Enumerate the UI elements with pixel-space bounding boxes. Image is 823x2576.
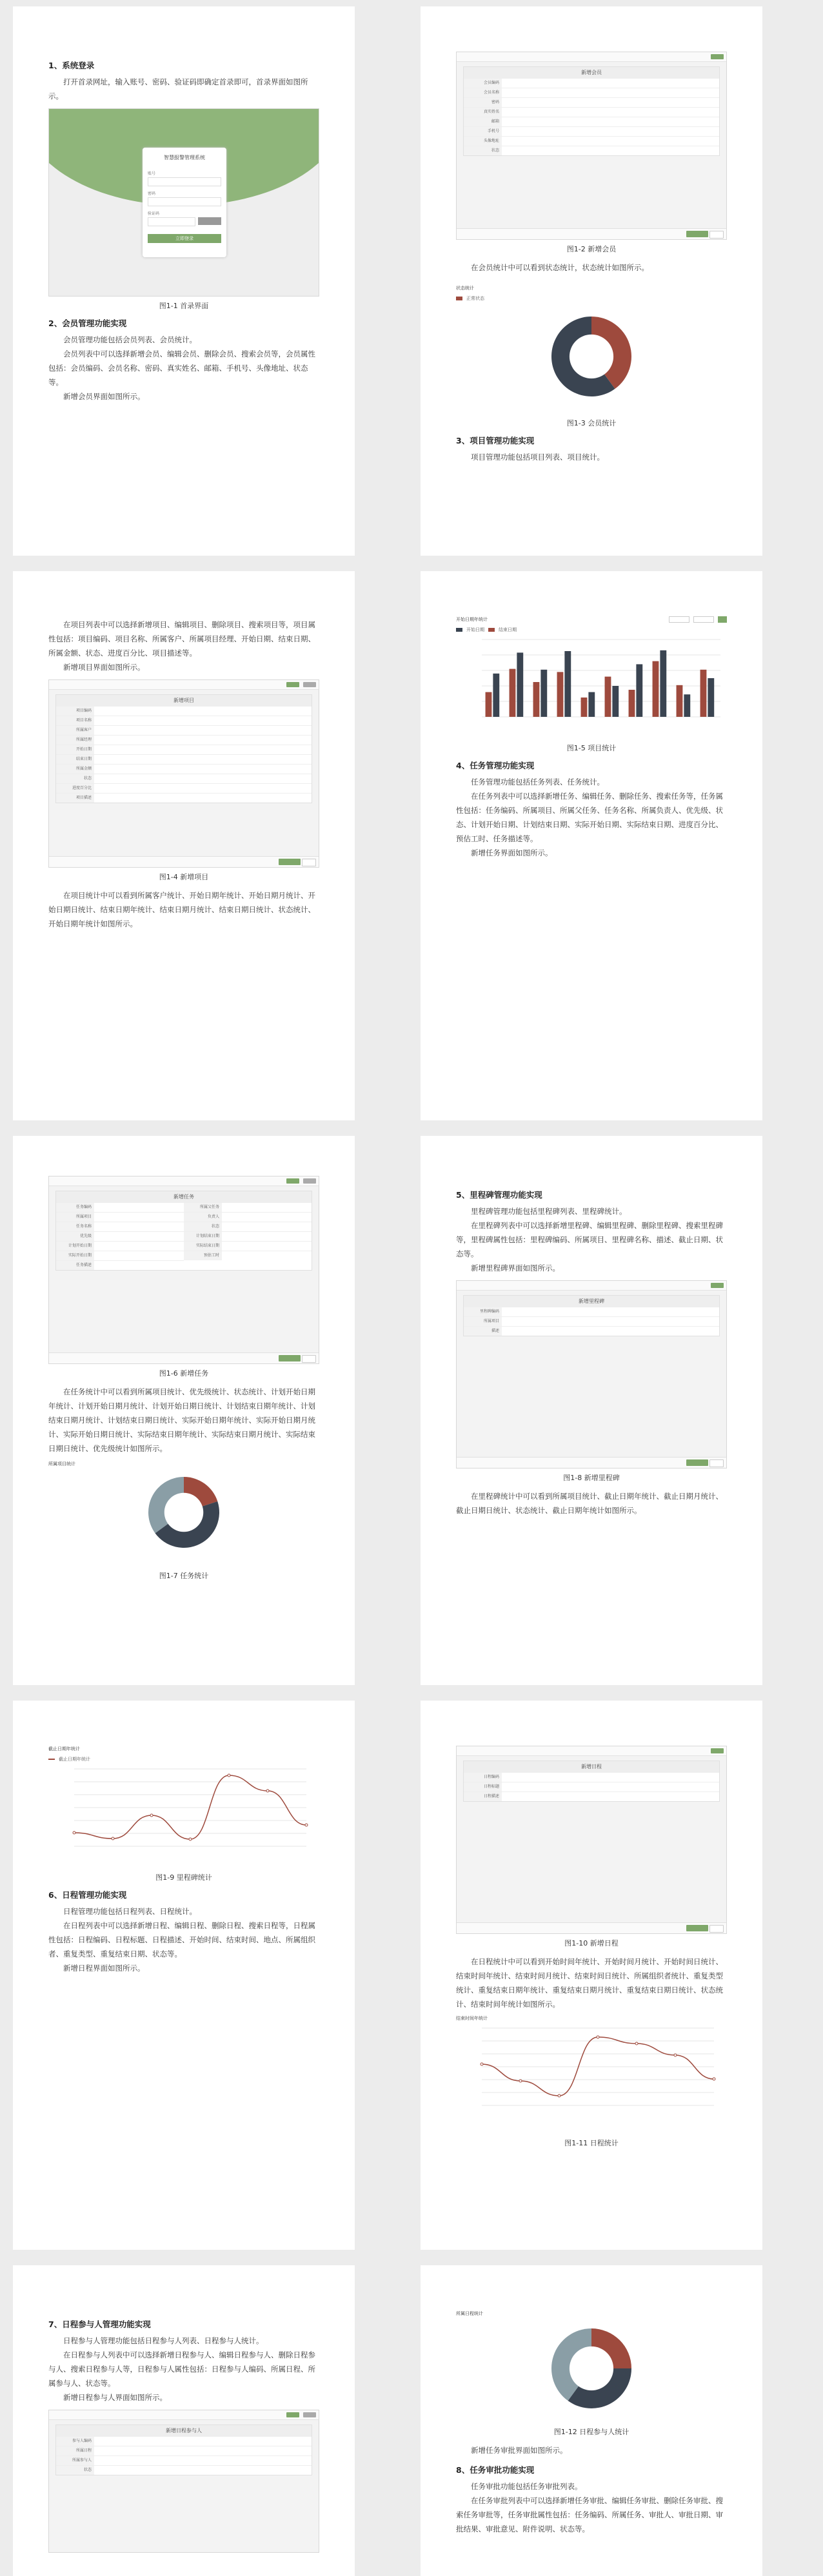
doc-page-1	[13, 6, 355, 556]
form-label: 项目名称	[56, 716, 94, 725]
form-row	[56, 2436, 312, 2446]
data-point	[519, 2080, 522, 2082]
form-label: 真实姓名	[464, 108, 502, 117]
form-label: 状态	[56, 2466, 94, 2475]
form-input[interactable]	[94, 774, 312, 783]
toolbar-button[interactable]	[711, 54, 724, 59]
form-input[interactable]	[94, 736, 312, 745]
form-input[interactable]	[94, 707, 312, 716]
form-input[interactable]	[94, 1232, 184, 1241]
form-title: 新增里程碑	[464, 1296, 719, 1307]
login-code-label: 验证码	[148, 211, 160, 216]
form-input[interactable]	[94, 2466, 312, 2475]
form-row	[464, 97, 719, 107]
paragraph: 新增日程界面如图所示。	[63, 1964, 145, 1973]
form-input[interactable]	[94, 1242, 184, 1251]
form-row	[464, 1782, 719, 1791]
section-heading: 2、会员管理功能实现	[48, 318, 127, 328]
form-row	[184, 1202, 312, 1212]
bar	[564, 651, 571, 717]
cancel-button[interactable]	[302, 859, 316, 866]
form-row	[56, 2455, 312, 2465]
milestone-line-chart	[48, 1762, 319, 1866]
figure-caption: 图1-10 新增日程	[564, 1939, 619, 1947]
confirm-button[interactable]	[279, 859, 301, 865]
form-input[interactable]	[94, 745, 312, 754]
paragraph: 新增会员界面如图所示。	[63, 392, 145, 401]
data-point	[228, 1774, 230, 1777]
member-form	[463, 66, 720, 156]
add-task-screenshot	[48, 1176, 319, 1364]
form-row	[184, 1251, 312, 1260]
figure-caption: 图1-8 新增里程碑	[563, 1474, 620, 1482]
form-row	[56, 745, 312, 754]
bar	[533, 682, 540, 717]
form-input[interactable]	[94, 1222, 184, 1231]
form-input[interactable]	[94, 726, 312, 735]
bar	[588, 692, 595, 717]
confirm-button[interactable]	[686, 1925, 708, 1931]
paragraph: 里程碑管理功能包括里程碑列表、里程碑统计。	[471, 1207, 627, 1216]
paragraph: 日程管理功能包括日程列表、日程统计。	[63, 1907, 197, 1916]
form-input[interactable]	[502, 1307, 719, 1316]
data-point	[73, 1831, 75, 1834]
form-input[interactable]	[94, 2446, 312, 2455]
filter-select[interactable]	[669, 616, 689, 623]
form-row	[56, 783, 312, 793]
figure-caption: 图1-3 会员统计	[566, 419, 617, 427]
toolbar-button[interactable]	[711, 1748, 724, 1753]
form-row	[464, 88, 719, 97]
add-participant-screenshot	[48, 2410, 319, 2553]
data-point	[597, 2036, 599, 2038]
login-screenshot	[48, 108, 319, 297]
form-label: 所属金额	[56, 765, 94, 774]
form-row	[464, 1307, 719, 1316]
doc-page-10	[421, 2265, 762, 2576]
figure-caption: 图1-5 项目统计	[566, 744, 617, 752]
form-title: 新增日程	[464, 1761, 719, 1772]
bar	[612, 686, 619, 717]
form-input[interactable]	[94, 716, 312, 725]
form-row	[464, 146, 719, 155]
paragraph: 在里程碑统计中可以看到所属项目统计、截止日期年统计、截止日期月统计、截止日期日统计、状态统计、截止日期年统计如图所示。	[456, 1492, 723, 1515]
search-button[interactable]	[718, 616, 727, 623]
form-input[interactable]	[94, 1261, 184, 1270]
chart-label: 开始日期年统计	[456, 617, 488, 622]
form-row	[56, 764, 312, 774]
bar	[636, 664, 642, 717]
bar	[660, 650, 666, 717]
confirm-button[interactable]	[686, 231, 708, 237]
paragraph: 项目管理功能包括项目列表、项目统计。	[471, 453, 604, 462]
form-label: 计划开始日期	[56, 1242, 94, 1251]
paragraph: 在会员统计中可以看到状态统计，状态统计如图所示。	[471, 263, 649, 272]
form-label: 参与人编码	[56, 2437, 94, 2446]
legend-text: 正常状态	[466, 296, 484, 301]
bar	[557, 672, 564, 717]
chart-label: 状态统计	[456, 286, 474, 291]
figure-caption: 图1-6 新增任务	[159, 1369, 209, 1378]
milestone-form	[463, 1295, 720, 1336]
bar	[708, 678, 714, 717]
filter-select[interactable]	[693, 616, 714, 623]
legend-text: 开始日期	[466, 627, 484, 632]
chart-label: 截止日期年统计	[48, 1746, 80, 1751]
add-milestone-screenshot	[456, 1280, 727, 1469]
form-input[interactable]	[94, 794, 312, 803]
form-label: 优先级	[56, 1232, 94, 1241]
data-point	[713, 2078, 715, 2080]
form-label: 手机号	[464, 127, 502, 136]
bar	[629, 690, 635, 717]
figure-caption: 图1-4 新增项目	[159, 873, 209, 881]
toolbar-button[interactable]	[303, 2412, 316, 2417]
bar	[700, 670, 707, 717]
form-label: 密码	[464, 98, 502, 107]
form-label: 任务编码	[56, 1203, 94, 1212]
add-project-screenshot	[48, 679, 319, 868]
doc-page-2	[421, 6, 762, 556]
form-label: 状态	[56, 774, 94, 783]
add-member-screenshot	[456, 52, 727, 240]
login-user-label: 账号	[148, 171, 156, 176]
form-title: 新增会员	[464, 67, 719, 78]
form-input[interactable]	[94, 1203, 184, 1212]
form-label: 所属日程	[56, 2446, 94, 2455]
form-label: 所属项目	[56, 1213, 94, 1222]
section-heading: 7、日程参与人管理功能实现	[48, 2319, 151, 2329]
paragraph: 新增项目界面如图所示。	[63, 663, 145, 672]
paragraph: 在里程碑列表中可以选择新增里程碑、编辑里程碑、删除里程碑、搜索里程碑等，里程碑属性包括：里程碑编码、所属项目、里程碑名称、描述、截止日期、状态等。	[456, 1221, 723, 1258]
donut-hole	[164, 1493, 204, 1532]
doc-page-3	[13, 571, 355, 1120]
toolbar-button[interactable]	[286, 2412, 299, 2417]
form-row	[56, 1222, 184, 1231]
form-row	[56, 1231, 184, 1241]
form-row	[56, 1202, 184, 1212]
form-row	[464, 117, 719, 126]
paragraph: 打开首录网址，输入账号、密码、验证码即确定首录即可，首录界面如图所示。	[48, 77, 308, 101]
data-point	[150, 1814, 153, 1817]
form-row	[56, 793, 312, 803]
login-title: 智慧报警管理系统	[164, 155, 205, 161]
data-point	[266, 1790, 269, 1792]
form-row	[464, 78, 719, 88]
form-input[interactable]	[222, 1203, 312, 1212]
form-input[interactable]	[502, 1773, 719, 1782]
form-row	[56, 1260, 184, 1270]
form-row	[464, 1316, 719, 1326]
bar	[510, 669, 516, 717]
toolbar-button[interactable]	[711, 1283, 724, 1288]
chart-label: 结束时间年统计	[456, 2016, 488, 2021]
cancel-button[interactable]	[302, 1355, 316, 1363]
form-input[interactable]	[222, 1242, 312, 1251]
form-label: 所属客户	[56, 726, 94, 735]
figure-caption: 图1-2 新增会员	[566, 245, 617, 253]
form-label: 项目描述	[56, 794, 94, 803]
bar	[605, 677, 611, 717]
login-button[interactable]: 立即登录	[148, 234, 221, 243]
form-label: 结束日期	[56, 755, 94, 764]
paragraph: 在任务审批列表中可以选择新增任务审批、编辑任务审批、删除任务审批、搜索任务审批等，任务审批属性包括：任务编码、所属任务、审批人、审批日期、审批结果、审批意见、附件说明、状态等。	[456, 2496, 723, 2533]
doc-page-5	[13, 1136, 355, 1685]
form-row	[184, 1231, 312, 1241]
form-input[interactable]	[94, 765, 312, 774]
figure-caption: 图1-9 里程碑统计	[155, 1873, 212, 1882]
form-label: 项目编码	[56, 707, 94, 716]
form-title: 新增日程参与人	[56, 2425, 312, 2436]
form-input[interactable]	[94, 784, 312, 793]
form-label: 开始日期	[56, 745, 94, 754]
form-row	[184, 1241, 312, 1251]
form-input[interactable]	[94, 2456, 312, 2465]
legend-swatch	[48, 1759, 55, 1760]
form-input[interactable]	[502, 127, 719, 136]
confirm-button[interactable]	[686, 1459, 708, 1466]
paragraph: 新增里程碑界面如图所示。	[471, 1264, 560, 1273]
section-heading: 6、日程管理功能实现	[48, 1890, 127, 1900]
bar	[653, 661, 659, 717]
chart-label: 所属项目统计	[48, 1461, 75, 1467]
doc-page-4	[421, 571, 762, 1120]
schedule-form	[463, 1761, 720, 1802]
captcha-input[interactable]	[148, 217, 195, 226]
form-label: 会员编码	[464, 79, 502, 88]
form-input[interactable]	[502, 88, 719, 97]
login-card	[143, 148, 226, 257]
form-row	[56, 774, 312, 783]
bar	[684, 694, 690, 717]
form-row	[56, 706, 312, 716]
figure-caption: 图1-12 日程参与人统计	[553, 2428, 630, 2436]
bar	[486, 692, 492, 717]
form-label: 邮箱	[464, 117, 502, 126]
toolbar-button[interactable]	[286, 1178, 299, 1184]
login-pwd-label: 密码	[148, 191, 156, 196]
form-label: 状态	[184, 1222, 222, 1231]
form-label: 任务描述	[56, 1261, 94, 1270]
data-point	[305, 1824, 308, 1826]
figure-caption: 图1-7 任务统计	[159, 1572, 209, 1580]
add-schedule-screenshot	[456, 1746, 727, 1934]
paragraph: 在日程参与人列表中可以选择新增日程参与人、编辑日程参与人、删除日程参与人、搜索日程参与人等，日程参与人属性包括：日程参与人编码、所属日程、所属参与人、状态等。	[48, 2350, 315, 2388]
form-label: 进度百分比	[56, 784, 94, 793]
form-title: 新增项目	[56, 695, 312, 706]
form-row	[464, 107, 719, 117]
form-input[interactable]	[502, 1782, 719, 1791]
cancel-button[interactable]	[709, 1459, 724, 1467]
legend-swatch	[456, 628, 462, 632]
form-label: 任务名称	[56, 1222, 94, 1231]
paragraph: 日程参与人管理功能包括日程参与人列表、日程参与人统计。	[63, 2336, 264, 2345]
form-label: 负责人	[184, 1213, 222, 1222]
schedule-line-chart	[456, 2022, 727, 2131]
form-row	[464, 126, 719, 136]
form-input[interactable]	[502, 1327, 719, 1336]
form-input[interactable]	[222, 1251, 312, 1260]
form-row	[56, 2465, 312, 2475]
doc-page-9	[13, 2265, 355, 2576]
captcha-image[interactable]	[198, 217, 221, 225]
form-input[interactable]	[94, 1251, 184, 1260]
legend-swatch	[488, 628, 495, 632]
task-pie-chart	[48, 1467, 319, 1564]
paragraph: 会员列表中可以选择新增会员、编辑会员、删除会员、搜索会员等，会员属性包括：会员编码、会员名称、密码、真实姓名、邮箱、手机号、头像地址、状态等。	[48, 349, 315, 387]
figure-caption: 图1-1 首录界面	[159, 302, 209, 310]
bar	[493, 674, 499, 717]
section-heading: 3、项目管理功能实现	[456, 436, 535, 445]
form-label: 状态	[464, 146, 502, 155]
form-row	[464, 1326, 719, 1336]
legend-swatch	[456, 297, 462, 300]
form-label: 所属父任务	[184, 1203, 222, 1212]
username-input[interactable]	[148, 177, 221, 186]
data-point	[674, 2054, 677, 2056]
form-row	[56, 1251, 184, 1260]
form-input[interactable]	[502, 146, 719, 155]
task-form	[55, 1191, 312, 1271]
form-input[interactable]	[502, 137, 719, 146]
form-label: 所属经理	[56, 736, 94, 745]
figure-caption: 图1-11 日程统计	[564, 2139, 619, 2147]
form-label: 计划结束日期	[184, 1232, 222, 1241]
form-label: 预估工时	[184, 1251, 222, 1260]
form-row	[56, 2446, 312, 2455]
paragraph: 在任务统计中可以看到所属项目统计、优先级统计、状态统计、计划开始日期年统计、计划开始日期月统计、计划开始日期日统计、计划结束日期年统计、计划结束日期月统计、计划结束日期日统计、实际开始日期年统计、实际开始日期月统计、实际开始日期日统计、实际结束日期年统计、实际结束日期月统计、实际结束日期日统计、优先级统计如图所示。	[48, 1387, 315, 1453]
form-input[interactable]	[502, 108, 719, 117]
form-input[interactable]	[502, 1792, 719, 1801]
form-input[interactable]	[502, 117, 719, 126]
form-input[interactable]	[502, 79, 719, 88]
form-row	[56, 716, 312, 725]
data-point	[189, 1838, 192, 1840]
confirm-button[interactable]	[279, 1355, 301, 1361]
section-heading: 4、任务管理功能实现	[456, 761, 535, 770]
form-input[interactable]	[94, 1213, 184, 1222]
section-heading: 1、系统登录	[48, 61, 95, 70]
project-form	[55, 694, 312, 803]
section-heading: 5、里程碑管理功能实现	[456, 1190, 542, 1200]
form-input[interactable]	[222, 1232, 312, 1241]
form-row	[56, 754, 312, 764]
data-point	[481, 2063, 483, 2065]
toolbar-button[interactable]	[303, 1178, 316, 1184]
toolbar-button[interactable]	[303, 682, 316, 687]
legend-text: 结束日期	[499, 627, 517, 632]
form-label: 会员名称	[464, 88, 502, 97]
doc-page-8	[421, 1701, 762, 2250]
doc-page-6	[421, 1136, 762, 1685]
cancel-button[interactable]	[709, 231, 724, 239]
bar	[517, 652, 523, 717]
password-input[interactable]	[148, 197, 221, 206]
form-label: 头像地址	[464, 137, 502, 146]
form-label: 所属参与人	[56, 2456, 94, 2465]
form-row	[464, 1791, 719, 1801]
form-row	[56, 735, 312, 745]
form-row	[464, 1772, 719, 1782]
legend-text: 截止日期年统计	[59, 1757, 90, 1762]
paragraph: 新增任务审批界面如图所示。	[471, 2446, 568, 2455]
participant-pie-chart	[456, 2317, 727, 2420]
form-label: 里程碑编码	[464, 1307, 502, 1316]
section-heading: 8、任务审批功能实现	[456, 2465, 535, 2475]
paragraph: 在任务列表中可以选择新增任务、编辑任务、删除任务、搜索任务等，任务属性包括：任务编码、所属项目、所属父任务、任务名称、所属负责人、优先级、状态、计划开始日期、计划结束日期、实际开始日期、实际结束日期、进度百分比、预估工时、任务描述等。	[456, 792, 723, 843]
form-label: 实际结束日期	[184, 1242, 222, 1251]
paragraph: 在项目统计中可以看到所属客户统计、开始日期年统计、开始日期月统计、开始日期日统计、结束日期年统计、结束日期月统计、结束日期日统计、状态统计、开始日期年统计如图所示。	[48, 891, 315, 928]
form-row	[184, 1212, 312, 1222]
paragraph: 任务审批功能包括任务审批列表。	[471, 2482, 582, 2491]
doc-page-7	[13, 1701, 355, 2250]
paragraph: 在项目列表中可以选择新增项目、编辑项目、删除项目、搜索项目等，项目属性包括：项目编码、项目名称、所属客户、所属项目经理、开始日期、结束日期、所属金额、状态、进度百分比、项目描述等。	[48, 620, 315, 658]
form-input[interactable]	[94, 755, 312, 764]
form-label: 日程描述	[464, 1792, 502, 1801]
form-row	[464, 136, 719, 146]
paragraph: 新增任务界面如图所示。	[471, 848, 553, 857]
paragraph: 任务管理功能包括任务列表、任务统计。	[471, 777, 604, 786]
paragraph: 新增日程参与人界面如图所示。	[63, 2393, 167, 2402]
bar	[540, 670, 547, 717]
project-bar-chart	[456, 633, 727, 736]
paragraph: 在日程列表中可以选择新增日程、编辑日程、删除日程、搜索日程等，日程属性包括：日程编码、日程标题、日程描述、开始时间、结束时间、地点、所属组织者、重复类型、重复结束日期、状态等。	[48, 1921, 315, 1958]
form-label: 实际开始日期	[56, 1251, 94, 1260]
form-label: 日程编码	[464, 1773, 502, 1782]
data-point	[635, 2042, 638, 2045]
donut-hole	[570, 2347, 613, 2390]
form-input[interactable]	[222, 1222, 312, 1231]
cancel-button[interactable]	[709, 1925, 724, 1933]
form-input[interactable]	[94, 2437, 312, 2446]
form-label: 所属项目	[464, 1317, 502, 1326]
data-point	[112, 1837, 114, 1840]
data-point	[558, 2094, 560, 2097]
bar	[581, 698, 588, 717]
form-row	[184, 1222, 312, 1231]
form-label: 描述	[464, 1327, 502, 1336]
paragraph: 会员管理功能包括会员列表、会员统计。	[63, 335, 197, 344]
toolbar-button[interactable]	[286, 682, 299, 687]
form-title: 新增任务	[56, 1191, 312, 1202]
status-pie-chart	[456, 302, 727, 411]
donut-hole	[570, 335, 613, 378]
chart-label: 所属日程统计	[456, 2311, 483, 2316]
form-row	[56, 1212, 184, 1222]
form-input[interactable]	[502, 1317, 719, 1326]
paragraph: 在日程统计中可以看到开始时间年统计、开始时间月统计、开始时间日统计、结束时间年统计、结束时间月统计、结束时间日统计、所属组织者统计、重复类型统计、重复结束日期年统计、重复结束日期月统计、重复结束日期日统计、状态统计、结束时间年统计如图所示。	[456, 1957, 723, 2009]
form-input[interactable]	[502, 98, 719, 107]
form-row	[56, 1241, 184, 1251]
bar	[677, 685, 683, 717]
form-label: 日程标题	[464, 1782, 502, 1791]
form-row	[56, 725, 312, 735]
participant-form	[55, 2425, 312, 2475]
form-input[interactable]	[222, 1213, 312, 1222]
